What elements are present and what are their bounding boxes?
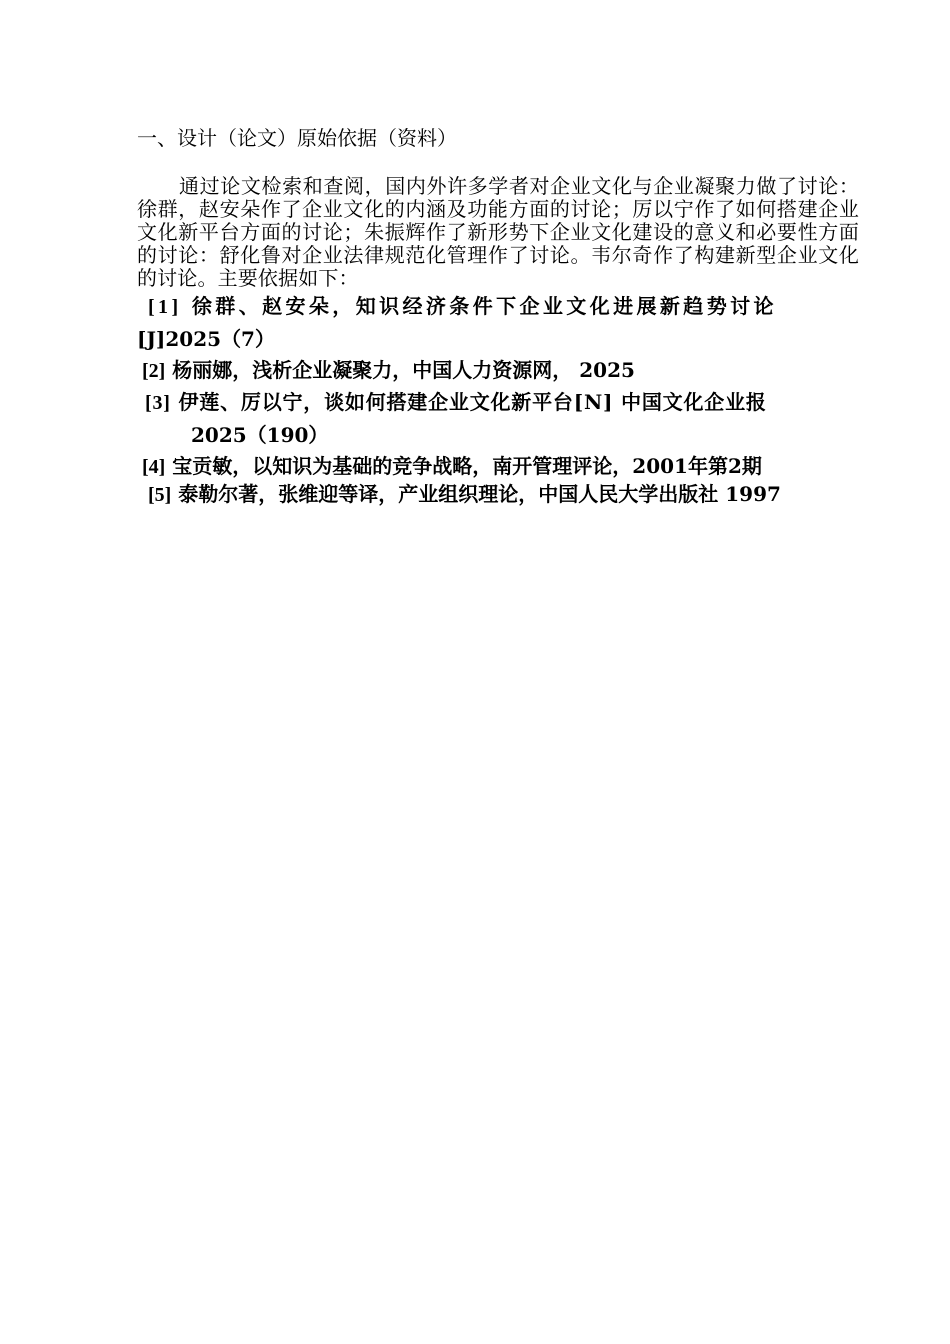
reference-number: [2] [142,360,166,382]
reference-text: 伊莲、厉以宁，谈如何搭建企业文化新平台[N] 中国文化企业报 [178,390,767,414]
reference-number: [5] [148,484,172,506]
reference-number: [4] [142,456,166,478]
reference-item-3 [145,388,767,417]
section-heading: 一、设计（论文）原始依据（资料） [137,126,457,150]
reference-text: 徐群、赵安朵，知识经济条件下企业文化进展新趋势讨论 [191,294,777,318]
reference-item-4 [142,452,762,481]
reference-item-3-continuation: 2025（190） [191,423,329,447]
reference-item-5 [148,480,781,509]
reference-text: 宝贡敏，以知识为基础的竞争战略，南开管理评论，2001年第2期 [172,454,762,478]
reference-number: [1] [148,296,182,318]
intro-paragraph: 通过论文检索和查阅，国内外许多学者对企业文化与企业凝聚力做了讨论：徐群，赵安朵作了企业文化的内涵及功能方面的讨论；厉以宁作了如何搭建企业文化新平台方面的讨论；朱振辉作了新形势下企业文化建设的意义和必要性方面的讨论：舒化鲁对企业法律规范化管理作了讨论。韦尔奇作了构建新型企业文化的讨论。主要依据如下： [137,174,859,290]
reference-item-2 [142,356,635,385]
reference-item-1-continuation: [J]2025（7） [137,327,275,351]
reference-text: 泰勒尔著，张维迎等译，产业组织理论，中国人民大学出版社 1997 [178,482,781,506]
reference-item-1 [148,292,859,321]
reference-number: [3] [145,392,171,414]
reference-text: 杨丽娜，浅析企业凝聚力，中国人力资源网， 2025 [172,358,635,382]
